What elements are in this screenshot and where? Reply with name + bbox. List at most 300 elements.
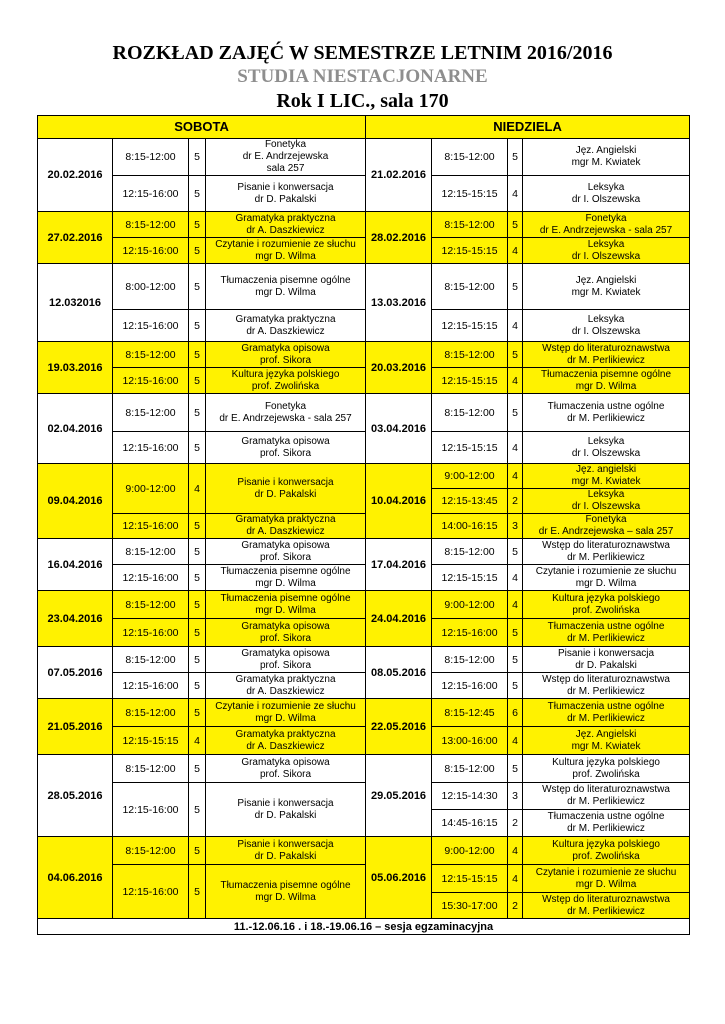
sat-session-time: 8:15-12:00 bbox=[113, 837, 189, 865]
sunday-date: 03.04.2016 bbox=[366, 394, 432, 464]
sat-session-subject bbox=[206, 394, 366, 432]
sat-session-hours: 5 bbox=[189, 212, 206, 238]
sun-session-time: 12:15-13:45 bbox=[432, 489, 508, 514]
sat-session-hours: 5 bbox=[189, 673, 206, 699]
sat-session-subject bbox=[206, 514, 366, 539]
sun-session-subject bbox=[523, 783, 690, 810]
subject-name: Tłumaczenia pisemne ogólne bbox=[220, 274, 351, 286]
subject-detail: dr E. Andrzejewska - sala 257 bbox=[219, 412, 352, 424]
sunday-date: 20.03.2016 bbox=[366, 342, 432, 394]
subject-name: Tłumaczenia pisemne ogólne bbox=[220, 879, 351, 891]
sat-session-subject bbox=[206, 591, 366, 619]
saturday-header: SOBOTA bbox=[38, 116, 366, 139]
sat-session-hours: 5 bbox=[189, 619, 206, 647]
saturday-date: 04.06.2016 bbox=[38, 837, 113, 919]
sat-session-hours: 5 bbox=[189, 394, 206, 432]
sat-session-hours: 5 bbox=[189, 176, 206, 212]
sun-session-hours: 3 bbox=[508, 514, 523, 539]
sat-session-time: 9:00-12:00 bbox=[113, 464, 189, 514]
sat-session-hours: 5 bbox=[189, 514, 206, 539]
sat-session-subject bbox=[206, 619, 366, 647]
sun-session-subject bbox=[523, 489, 690, 514]
sun-session-hours: 4 bbox=[508, 727, 523, 755]
subject-name: Gramatyka praktyczna bbox=[235, 212, 336, 224]
sun-session-time: 9:00-12:00 bbox=[432, 837, 508, 865]
sat-session-hours: 4 bbox=[189, 464, 206, 514]
saturday-date: 20.02.2016 bbox=[38, 139, 113, 212]
schedule-row bbox=[38, 368, 690, 394]
schedule-row bbox=[38, 591, 690, 619]
sun-session-hours: 4 bbox=[508, 310, 523, 342]
sat-session-time: 8:15-12:00 bbox=[113, 139, 189, 176]
subject-name: Czytanie i rozumienie ze słuchu bbox=[535, 866, 677, 878]
sun-session-time: 12:15-15:15 bbox=[432, 565, 508, 591]
schedule-row bbox=[38, 565, 690, 591]
subject-detail: prof. Sikora bbox=[259, 354, 312, 366]
sat-session-hours: 5 bbox=[189, 238, 206, 264]
sat-session-hours: 5 bbox=[189, 565, 206, 591]
subject-name: Wstęp do literaturoznawstwa bbox=[542, 784, 670, 795]
subject-detail: dr D. Pakalski bbox=[254, 193, 317, 205]
schedule-row bbox=[38, 394, 690, 432]
sun-session-hours: 6 bbox=[508, 699, 523, 727]
subject-detail: mgr D. Wilma bbox=[255, 286, 316, 298]
subject-name: Wstęp do literaturoznawstwa bbox=[542, 893, 670, 905]
sun-session-time: 8:15-12:00 bbox=[432, 755, 508, 783]
subject-detail: dr A. Daszkiewicz bbox=[246, 325, 325, 337]
saturday-date: 02.04.2016 bbox=[38, 394, 113, 464]
schedule-row bbox=[38, 514, 690, 539]
sat-session-hours: 5 bbox=[189, 755, 206, 783]
subject-name: Pisanie i konwersacja bbox=[237, 838, 334, 850]
sun-session-subject bbox=[523, 727, 690, 755]
sat-session-hours: 5 bbox=[189, 837, 206, 865]
saturday-date: 16.04.2016 bbox=[38, 539, 113, 591]
subject-name: Czytanie i rozumienie ze słuchu bbox=[535, 565, 677, 577]
sat-session-hours: 5 bbox=[189, 865, 206, 919]
subject-name: Wstęp do literaturoznawstwa bbox=[542, 673, 670, 685]
subject-detail: dr M. Perlikiewicz bbox=[567, 796, 645, 807]
sun-session-subject bbox=[523, 176, 690, 212]
sun-session-time: 12:15-16:00 bbox=[432, 619, 508, 647]
schedule-row bbox=[38, 464, 690, 489]
sun-session-hours: 5 bbox=[508, 212, 523, 238]
sun-session-subject bbox=[523, 238, 690, 264]
subject-name: Gramatyka praktyczna bbox=[235, 673, 336, 685]
subject-name: Kultura języka polskiego bbox=[552, 756, 660, 768]
schedule-row bbox=[38, 238, 690, 264]
sun-session-time: 8:15-12:00 bbox=[432, 212, 508, 238]
sun-session-time: 8:15-12:00 bbox=[432, 539, 508, 565]
subject-detail: dr M. Perlikiewicz bbox=[567, 685, 645, 697]
subject-name: Wstęp do literaturoznawstwa bbox=[542, 539, 670, 551]
subject-detail: dr D. Pakalski bbox=[254, 850, 317, 862]
schedule-row bbox=[38, 699, 690, 727]
schedule-row bbox=[38, 783, 690, 810]
subject-name: Leksyka bbox=[587, 435, 625, 447]
sat-session-time: 12:15-16:00 bbox=[113, 865, 189, 919]
sat-session-subject bbox=[206, 368, 366, 394]
schedule-row bbox=[38, 837, 690, 865]
subject-name: Gramatyka praktyczna bbox=[235, 514, 336, 525]
sun-session-subject bbox=[523, 394, 690, 432]
schedule-row bbox=[38, 139, 690, 176]
subject-name: Gramatyka opisowa bbox=[241, 620, 330, 632]
sat-session-time: 12:15-15:15 bbox=[113, 727, 189, 755]
subject-detail: dr A. Daszkiewicz bbox=[246, 685, 325, 697]
sun-session-subject bbox=[523, 432, 690, 464]
sat-session-time: 12:15-16:00 bbox=[113, 432, 189, 464]
sat-session-time: 8:15-12:00 bbox=[113, 647, 189, 673]
subject-detail: dr I. Olszewska bbox=[571, 447, 641, 459]
header-row bbox=[38, 116, 690, 139]
subject-detail: prof. Zwolińska bbox=[572, 604, 640, 616]
sat-session-time: 8:00-12:00 bbox=[113, 264, 189, 310]
sat-session-subject bbox=[206, 783, 366, 837]
subject-detail: dr D. Pakalski bbox=[575, 659, 637, 671]
subject-name: Czytanie i rozumienie ze słuchu bbox=[215, 700, 356, 712]
sun-session-subject bbox=[523, 673, 690, 699]
subject-detail: mgr D. Wilma bbox=[255, 604, 316, 616]
saturday-date: 23.04.2016 bbox=[38, 591, 113, 647]
sun-session-subject bbox=[523, 647, 690, 673]
subject-detail: prof. Zwolińska bbox=[251, 380, 320, 392]
subject-detail: dr E. Andrzejewska bbox=[242, 151, 329, 162]
subject-detail: dr M. Perlikiewicz bbox=[567, 551, 645, 563]
sat-session-hours: 5 bbox=[189, 139, 206, 176]
schedule-row bbox=[38, 755, 690, 783]
sat-session-time: 8:15-12:00 bbox=[113, 755, 189, 783]
sun-session-time: 12:15-15:15 bbox=[432, 368, 508, 394]
sun-session-hours: 4 bbox=[508, 565, 523, 591]
sat-session-subject bbox=[206, 264, 366, 310]
sat-session-subject bbox=[206, 865, 366, 919]
sun-session-subject bbox=[523, 619, 690, 647]
subject-name: Leksyka bbox=[587, 313, 625, 325]
saturday-date: 27.02.2016 bbox=[38, 212, 113, 264]
subject-detail: mgr D. Wilma bbox=[575, 577, 637, 589]
sat-session-time: 12:15-16:00 bbox=[113, 176, 189, 212]
sun-session-subject bbox=[523, 464, 690, 489]
subject-detail: dr M. Perlikiewicz bbox=[567, 823, 645, 834]
subject-detail: mgr D. Wilma bbox=[255, 712, 316, 724]
subject-detail: prof. Sikora bbox=[259, 659, 312, 671]
subject-name: Gramatyka opisowa bbox=[241, 647, 330, 659]
sun-session-hours: 5 bbox=[508, 394, 523, 432]
sunday-date: 08.05.2016 bbox=[366, 647, 432, 699]
subject-name: Leksyka bbox=[587, 238, 625, 250]
subject-detail: sala 257 bbox=[266, 163, 305, 174]
sun-session-subject bbox=[523, 865, 690, 893]
sat-session-time: 8:15-12:00 bbox=[113, 591, 189, 619]
sun-session-time: 14:00-16:15 bbox=[432, 514, 508, 539]
sun-session-time: 8:15-12:00 bbox=[432, 342, 508, 368]
sun-session-hours: 5 bbox=[508, 673, 523, 699]
sat-session-subject bbox=[206, 176, 366, 212]
subject-name: Kultura języka polskiego bbox=[552, 592, 660, 604]
subject-detail: dr M. Perlikiewicz bbox=[567, 712, 645, 724]
sunday-date: 17.04.2016 bbox=[366, 539, 432, 591]
sun-session-hours: 5 bbox=[508, 619, 523, 647]
sat-session-time: 8:15-12:00 bbox=[113, 394, 189, 432]
sunday-date: 05.06.2016 bbox=[366, 837, 432, 919]
subject-detail: prof. Sikora bbox=[259, 551, 312, 563]
sat-session-time: 12:15-16:00 bbox=[113, 368, 189, 394]
sun-session-time: 8:15-12:00 bbox=[432, 139, 508, 176]
sat-session-hours: 5 bbox=[189, 342, 206, 368]
subject-detail: dr I. Olszewska bbox=[571, 193, 641, 205]
sun-session-time: 15:30-17:00 bbox=[432, 893, 508, 919]
sat-session-time: 12:15-16:00 bbox=[113, 619, 189, 647]
sun-session-time: 12:15-15:15 bbox=[432, 310, 508, 342]
subject-name: Leksyka bbox=[587, 489, 625, 500]
subject-name: Gramatyka opisowa bbox=[241, 342, 330, 354]
sun-session-subject bbox=[523, 539, 690, 565]
subject-detail: prof. Sikora bbox=[259, 447, 312, 459]
schedule-row bbox=[38, 264, 690, 310]
subject-detail: dr E. Andrzejewska - sala 257 bbox=[539, 224, 673, 236]
sun-session-time: 9:00-12:00 bbox=[432, 591, 508, 619]
sat-session-time: 8:15-12:00 bbox=[113, 342, 189, 368]
subject-name: Jęz. Angielski bbox=[575, 274, 637, 286]
schedule-row bbox=[38, 539, 690, 565]
subject-detail: dr M. Perlikiewicz bbox=[567, 632, 645, 644]
subject-name: Kultura języka polskiego bbox=[552, 838, 660, 850]
sun-session-hours: 4 bbox=[508, 464, 523, 489]
subject-detail: mgr M. Kwiatek bbox=[571, 157, 641, 168]
subject-name: Kultura języka polskiego bbox=[231, 368, 340, 380]
sat-session-subject bbox=[206, 238, 366, 264]
sat-session-hours: 5 bbox=[189, 432, 206, 464]
subject-detail: mgr D. Wilma bbox=[575, 878, 637, 890]
saturday-date: 07.05.2016 bbox=[38, 647, 113, 699]
sun-session-hours: 5 bbox=[508, 647, 523, 673]
subject-detail: dr D. Pakalski bbox=[254, 809, 317, 821]
sun-session-time: 14:45-16:15 bbox=[432, 810, 508, 837]
sun-session-subject bbox=[523, 893, 690, 919]
sunday-date: 22.05.2016 bbox=[366, 699, 432, 755]
subject-name: Fonetyka bbox=[264, 139, 307, 150]
subject-detail: dr A. Daszkiewicz bbox=[246, 224, 325, 236]
subject-name: Fonetyka bbox=[585, 514, 627, 525]
subject-detail: dr I. Olszewska bbox=[571, 325, 641, 337]
saturday-date: 28.05.2016 bbox=[38, 755, 113, 837]
sun-session-time: 13:00-16:00 bbox=[432, 727, 508, 755]
sat-session-time: 12:15-16:00 bbox=[113, 238, 189, 264]
sun-session-subject bbox=[523, 342, 690, 368]
sat-session-hours: 5 bbox=[189, 783, 206, 837]
sun-session-hours: 4 bbox=[508, 865, 523, 893]
sun-session-time: 8:15-12:45 bbox=[432, 699, 508, 727]
subject-detail: dr D. Pakalski bbox=[254, 488, 317, 500]
sun-session-hours: 4 bbox=[508, 368, 523, 394]
subject-detail: dr M. Perlikiewicz bbox=[567, 905, 645, 917]
subject-name: Czytanie i rozumienie ze słuchu bbox=[215, 238, 356, 250]
schedule-row bbox=[38, 310, 690, 342]
sun-session-hours: 5 bbox=[508, 342, 523, 368]
subject-detail: mgr M. Kwiatek bbox=[571, 740, 641, 752]
sat-session-hours: 5 bbox=[189, 647, 206, 673]
sat-session-hours: 5 bbox=[189, 310, 206, 342]
subject-name: Tłumaczenia pisemne ogólne bbox=[540, 368, 672, 380]
sat-session-time: 12:15-16:00 bbox=[113, 514, 189, 539]
sun-session-hours: 2 bbox=[508, 893, 523, 919]
saturday-date: 09.04.2016 bbox=[38, 464, 113, 539]
subject-detail: dr A. Daszkiewicz bbox=[246, 526, 325, 537]
sunday-date: 13.03.2016 bbox=[366, 264, 432, 342]
sat-session-subject bbox=[206, 539, 366, 565]
subject-name: Gramatyka opisowa bbox=[241, 539, 330, 551]
subject-detail: prof. Sikora bbox=[259, 632, 312, 644]
subject-name: Jęz. angielski bbox=[576, 464, 637, 475]
subject-name: Tłumaczenia ustne ogólne bbox=[547, 620, 665, 632]
sat-session-subject bbox=[206, 837, 366, 865]
sun-session-time: 12:15-14:30 bbox=[432, 783, 508, 810]
sun-session-hours: 4 bbox=[508, 432, 523, 464]
subject-detail: prof. Zwolińska bbox=[572, 768, 640, 780]
sat-session-hours: 5 bbox=[189, 539, 206, 565]
schedule-row bbox=[38, 673, 690, 699]
sun-session-hours: 2 bbox=[508, 810, 523, 837]
sat-session-time: 12:15-16:00 bbox=[113, 565, 189, 591]
subject-name: Fonetyka bbox=[264, 400, 307, 412]
subject-detail: mgr D. Wilma bbox=[255, 891, 316, 903]
sat-session-subject bbox=[206, 755, 366, 783]
sat-session-time: 12:15-16:00 bbox=[113, 673, 189, 699]
sun-session-subject bbox=[523, 368, 690, 394]
sat-session-subject bbox=[206, 342, 366, 368]
sat-session-hours: 4 bbox=[189, 727, 206, 755]
schedule-row bbox=[38, 619, 690, 647]
sat-session-time: 8:15-12:00 bbox=[113, 699, 189, 727]
sat-session-hours: 5 bbox=[189, 368, 206, 394]
sat-session-time: 8:15-12:00 bbox=[113, 212, 189, 238]
sun-session-time: 12:15-15:15 bbox=[432, 176, 508, 212]
sun-session-subject bbox=[523, 212, 690, 238]
subject-name: Pisanie i konwersacja bbox=[237, 476, 334, 488]
sun-session-hours: 4 bbox=[508, 591, 523, 619]
sat-session-subject bbox=[206, 699, 366, 727]
saturday-date: 19.03.2016 bbox=[38, 342, 113, 394]
schedule-row bbox=[38, 865, 690, 893]
subject-name: Pisanie i konwersacja bbox=[237, 181, 334, 193]
sun-session-hours: 5 bbox=[508, 264, 523, 310]
subject-detail: dr M. Perlikiewicz bbox=[567, 412, 645, 424]
schedule-row bbox=[38, 647, 690, 673]
subject-name: Tłumaczenia ustne ogólne bbox=[547, 400, 665, 412]
sun-session-time: 8:15-12:00 bbox=[432, 394, 508, 432]
schedule-table bbox=[37, 115, 690, 935]
subject-name: Pisanie i konwersacja bbox=[557, 647, 655, 659]
subject-detail: prof. Sikora bbox=[259, 768, 312, 780]
subject-name: Fonetyka bbox=[585, 212, 627, 224]
subject-name: Gramatyka praktyczna bbox=[235, 728, 336, 740]
sat-session-time: 12:15-16:00 bbox=[113, 783, 189, 837]
subject-detail: prof. Zwolińska bbox=[572, 850, 640, 862]
sat-session-subject bbox=[206, 673, 366, 699]
subject-detail: dr A. Daszkiewicz bbox=[246, 740, 325, 752]
subject-name: Jęz. Angielski bbox=[575, 145, 637, 156]
sun-session-subject bbox=[523, 139, 690, 176]
sun-session-subject bbox=[523, 310, 690, 342]
subject-name: Gramatyka opisowa bbox=[241, 435, 330, 447]
sunday-date: 28.02.2016 bbox=[366, 212, 432, 264]
subject-detail: mgr M. Kwiatek bbox=[571, 286, 641, 298]
sun-session-subject bbox=[523, 810, 690, 837]
sunday-date: 29.05.2016 bbox=[366, 755, 432, 837]
subject-name: Pisanie i konwersacja bbox=[237, 797, 334, 809]
saturday-date: 12.032016 bbox=[38, 264, 113, 342]
sunday-date: 10.04.2016 bbox=[366, 464, 432, 539]
sun-session-subject bbox=[523, 699, 690, 727]
sun-session-time: 12:15-15:15 bbox=[432, 432, 508, 464]
sun-session-time: 12:15-16:00 bbox=[432, 673, 508, 699]
subject-name: Gramatyka praktyczna bbox=[235, 313, 336, 325]
sat-session-subject bbox=[206, 432, 366, 464]
sat-session-subject bbox=[206, 647, 366, 673]
sat-session-subject bbox=[206, 310, 366, 342]
sun-session-subject bbox=[523, 514, 690, 539]
exam-session-note: 11.-12.06.16 . i 18.-19.06.16 – sesja egzaminacyjna bbox=[38, 919, 690, 935]
schedule-row bbox=[38, 212, 690, 238]
subject-name: Tłumaczenia pisemne ogólne bbox=[220, 592, 351, 604]
sat-session-subject bbox=[206, 565, 366, 591]
sun-session-subject bbox=[523, 755, 690, 783]
sat-session-subject bbox=[206, 464, 366, 514]
sun-session-hours: 4 bbox=[508, 238, 523, 264]
subject-detail: dr M. Perlikiewicz bbox=[567, 354, 645, 366]
schedule-row bbox=[38, 727, 690, 755]
subject-detail: dr I. Olszewska bbox=[571, 501, 641, 512]
page-subtitle: STUDIA NIESTACJONARNE bbox=[237, 66, 488, 87]
sun-session-hours: 3 bbox=[508, 783, 523, 810]
subject-detail: mgr M. Kwiatek bbox=[571, 476, 641, 487]
schedule-row bbox=[38, 432, 690, 464]
page-subtitle-room: Rok I LIC., sala 170 bbox=[276, 90, 449, 112]
sun-session-time: 12:15-15:15 bbox=[432, 238, 508, 264]
sunday-date: 21.02.2016 bbox=[366, 139, 432, 212]
schedule-row bbox=[38, 176, 690, 212]
sun-session-time: 12:15-15:15 bbox=[432, 865, 508, 893]
sat-session-subject bbox=[206, 212, 366, 238]
sun-session-hours: 5 bbox=[508, 139, 523, 176]
page-title: ROZKŁAD ZAJĘĆ W SEMESTRZE LETNIM 2016/2016 bbox=[112, 42, 613, 64]
subject-name: Wstęp do literaturoznawstwa bbox=[542, 342, 670, 354]
sat-session-hours: 5 bbox=[189, 591, 206, 619]
sunday-date: 24.04.2016 bbox=[366, 591, 432, 647]
subject-detail: mgr D. Wilma bbox=[255, 577, 316, 589]
sun-session-subject bbox=[523, 837, 690, 865]
subject-name: Jęz. Angielski bbox=[575, 728, 637, 740]
saturday-date: 21.05.2016 bbox=[38, 699, 113, 755]
sun-session-time: 8:15-12:00 bbox=[432, 647, 508, 673]
sun-session-subject bbox=[523, 591, 690, 619]
subject-detail: mgr D. Wilma bbox=[255, 250, 316, 262]
sun-session-hours: 2 bbox=[508, 489, 523, 514]
sat-session-hours: 5 bbox=[189, 699, 206, 727]
sat-session-subject bbox=[206, 727, 366, 755]
subject-name: Tłumaczenia ustne ogólne bbox=[547, 700, 665, 712]
sun-session-subject bbox=[523, 565, 690, 591]
subject-name: Tłumaczenia ustne ogólne bbox=[547, 811, 665, 822]
subject-detail: dr E. Andrzejewska – sala 257 bbox=[538, 526, 674, 537]
sunday-header: NIEDZIELA bbox=[366, 116, 690, 139]
subject-name: Tłumaczenia pisemne ogólne bbox=[220, 565, 351, 577]
sun-session-hours: 5 bbox=[508, 755, 523, 783]
sun-session-time: 8:15-12:00 bbox=[432, 264, 508, 310]
sun-session-time: 9:00-12:00 bbox=[432, 464, 508, 489]
sun-session-hours: 5 bbox=[508, 539, 523, 565]
